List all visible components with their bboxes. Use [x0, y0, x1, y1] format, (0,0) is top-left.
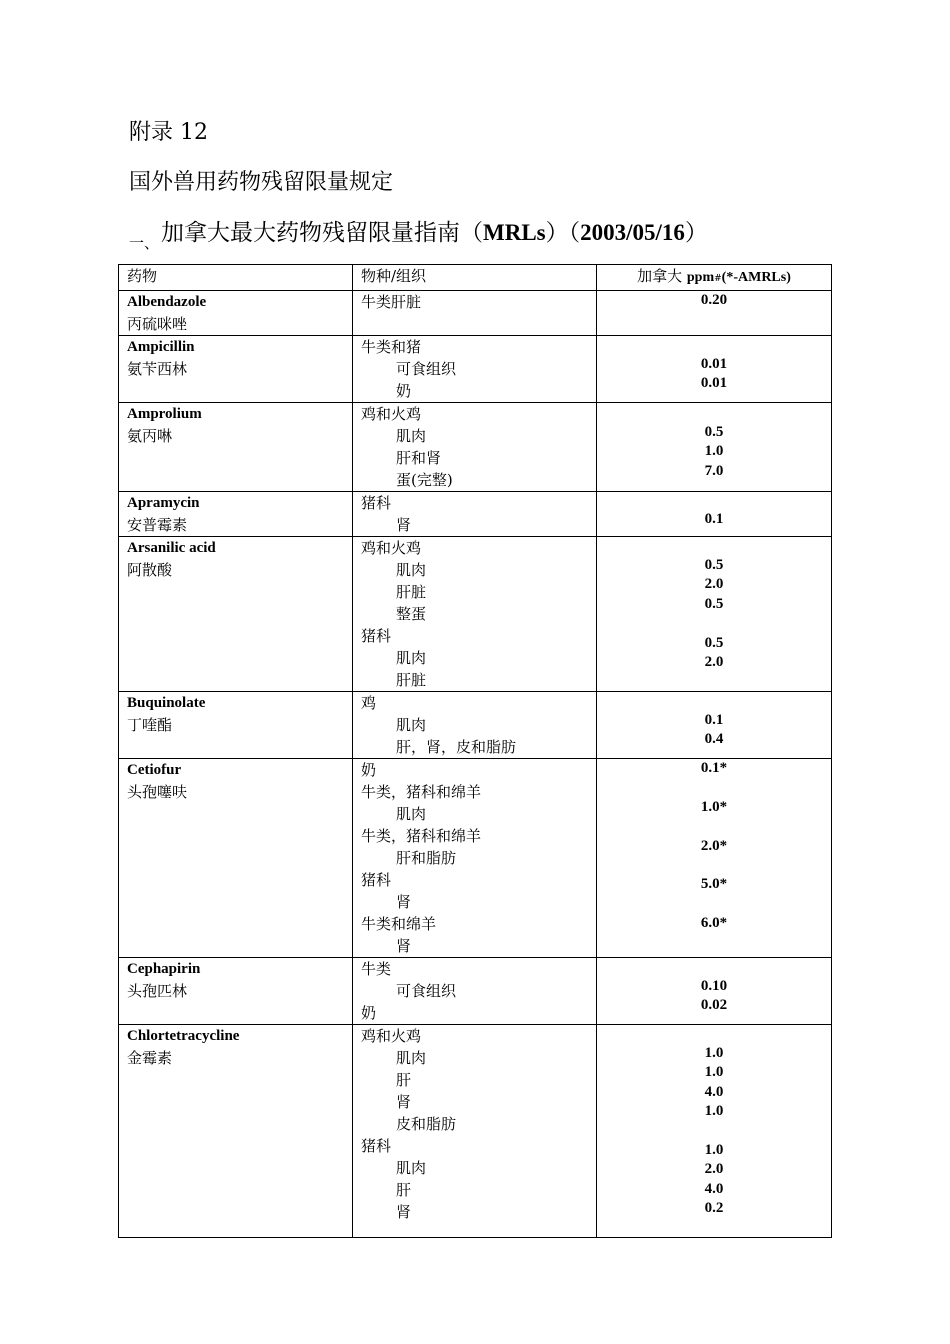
- tissue-label: 肌肉: [396, 716, 427, 734]
- limit-value: 0.2: [704, 1200, 724, 1217]
- species-label: 牛类，猪科和绵羊: [361, 783, 482, 801]
- species-cell: [353, 291, 597, 336]
- limit-value: 2.0: [704, 576, 724, 593]
- species-cell: [353, 492, 597, 537]
- section-title-pre: 加拿大最大药物残留限量指南（: [161, 220, 484, 246]
- drug-name-zh: 金霉素: [127, 1049, 173, 1067]
- tissue-label: 肝: [396, 1071, 412, 1089]
- limit-value: [605, 856, 823, 875]
- limit-value: 0.5: [704, 595, 724, 612]
- drug-name-zh: 氨丙啉: [127, 427, 173, 445]
- limit-value: 0.01: [700, 356, 728, 372]
- limit-value: 2.0: [704, 653, 724, 670]
- section-title-mid: ）（: [545, 220, 581, 246]
- header-limit-unit: ppm: [686, 270, 715, 285]
- drug-name-en: Ampicillin: [127, 339, 195, 355]
- section-title-date: 2003/05/16: [580, 220, 685, 245]
- tissue-label: 肌肉: [396, 427, 427, 445]
- limit-cell: [597, 492, 832, 537]
- tissue-label: 整蛋: [396, 605, 427, 623]
- limit-cell: [597, 403, 832, 492]
- drug-cell: [119, 537, 353, 692]
- tissue-label: 蛋(完整): [396, 471, 453, 489]
- drug-cell: [119, 692, 353, 759]
- table-row: [119, 291, 832, 336]
- species-cell: [353, 403, 597, 492]
- limit-cell: [597, 336, 832, 403]
- limit-value: [605, 1122, 823, 1141]
- drug-cell: [119, 291, 353, 336]
- limit-value: 0.5: [704, 634, 724, 651]
- header-limit-mark: #: [714, 274, 722, 284]
- limit-value: 1.0: [704, 1141, 724, 1158]
- drug-name-zh: 安普霉素: [127, 516, 188, 534]
- species-cell: [353, 759, 597, 958]
- table-row: [119, 1025, 832, 1238]
- species-label: 奶: [361, 761, 377, 779]
- species-cell: [353, 537, 597, 692]
- tissue-label: 肌肉: [396, 561, 427, 579]
- tissue-label: 肌肉: [396, 1049, 427, 1067]
- species-cell: [353, 958, 597, 1025]
- drug-name-zh: 丙硫咪唑: [127, 315, 188, 333]
- drug-name-zh: 头孢匹林: [127, 982, 188, 1000]
- species-label: 牛类: [361, 960, 392, 978]
- tissue-label: 肾: [396, 1093, 412, 1111]
- header-limit-prefix: 加拿大: [637, 267, 687, 285]
- limit-value: 0.1: [704, 712, 724, 728]
- tissue-label: 皮和脂肪: [396, 1115, 457, 1133]
- limit-value: 1.0*: [700, 798, 728, 815]
- limit-value: 1.0: [704, 1103, 724, 1120]
- tissue-label: 肝脏: [396, 671, 427, 689]
- table-row: [119, 492, 832, 537]
- limit-value: 7.0: [704, 462, 724, 479]
- limit-cell: [597, 291, 832, 336]
- tissue-label: 肌肉: [396, 649, 427, 667]
- species-label: 猪科: [361, 1137, 392, 1155]
- limit-value: 1.0: [704, 443, 724, 460]
- limit-value: 0.1*: [700, 760, 728, 776]
- limit-value: 6.0*: [700, 915, 728, 932]
- tissue-label: 肝和肾: [396, 449, 442, 467]
- limit-cell: [597, 958, 832, 1025]
- drug-name-en: Albendazole: [127, 294, 207, 310]
- section-title-post: ）: [684, 220, 708, 246]
- limit-value: 2.0*: [700, 837, 728, 854]
- tissue-label: 肝和脂肪: [396, 849, 457, 867]
- species-label: 鸡和火鸡: [361, 405, 422, 423]
- drug-name-zh: 氨苄西林: [127, 360, 188, 378]
- table-row: [119, 537, 832, 692]
- drug-name-en: Chlortetracycline: [127, 1028, 240, 1044]
- mrl-table-body: [119, 265, 832, 1238]
- drug-cell: [119, 1025, 353, 1238]
- species-label: 猪科: [361, 494, 392, 512]
- tissue-label: 奶: [396, 382, 412, 400]
- limit-value: 1.0: [704, 1064, 724, 1081]
- tissue-label: 肾: [396, 1203, 412, 1221]
- species-label: 奶: [361, 1004, 377, 1022]
- table-row: [119, 958, 832, 1025]
- tissue-label: 肝: [396, 1181, 412, 1199]
- drug-name-zh: 阿散酸: [127, 561, 173, 579]
- limit-cell: [597, 692, 832, 759]
- limit-value: 5.0*: [700, 876, 728, 893]
- drug-name-en: Cetiofur: [127, 762, 182, 778]
- species-label: 鸡和火鸡: [361, 539, 422, 557]
- tissue-label: 肝脏: [396, 583, 427, 601]
- limit-value: 1.0: [704, 1045, 724, 1061]
- header-limit-suffix: (*-AMRLs): [721, 270, 791, 285]
- species-label: 鸡和火鸡: [361, 1027, 422, 1045]
- drug-cell: [119, 492, 353, 537]
- section-title: [129, 219, 708, 252]
- limit-value: 0.20: [700, 292, 728, 308]
- limit-value: 0.1: [704, 511, 724, 527]
- appendix-label: 附录 12: [129, 120, 208, 145]
- species-cell: [353, 692, 597, 759]
- table-row: [119, 403, 832, 492]
- tissue-label: 肌肉: [396, 805, 427, 823]
- species-cell: [353, 1025, 597, 1238]
- limit-value: 0.01: [700, 375, 728, 392]
- limit-value: 0.5: [704, 424, 724, 440]
- tissue-label: 肝，肾，皮和脂肪: [396, 738, 517, 756]
- limit-value: [605, 895, 823, 914]
- species-label: 牛类和绵羊: [361, 915, 437, 933]
- drug-cell: [119, 958, 353, 1025]
- section-title-abbr: MRLs: [483, 220, 546, 245]
- species-label: 牛类肝脏: [361, 293, 422, 311]
- limit-value: 4.0: [704, 1180, 724, 1197]
- limit-cell: [597, 1025, 832, 1238]
- header-drug: 药物: [119, 265, 353, 291]
- tissue-label: 可食组织: [396, 360, 457, 378]
- table-row: [119, 759, 832, 958]
- drug-cell: [119, 759, 353, 958]
- drug-name-en: Arsanilic acid: [127, 540, 216, 556]
- header-limit: [597, 265, 832, 291]
- limit-cell: [597, 537, 832, 692]
- drug-name-en: Buquinolate: [127, 695, 206, 711]
- header-species: 物种/组织: [353, 265, 597, 291]
- species-label: 鸡: [361, 694, 377, 712]
- species-label: 猪科: [361, 627, 392, 645]
- tissue-label: 肌肉: [396, 1159, 427, 1177]
- limit-value: 0.4: [704, 731, 724, 748]
- mrl-table: [118, 264, 832, 1238]
- document-title: 国外兽用药物残留限量规定: [129, 170, 394, 195]
- table-header-row: [119, 265, 832, 291]
- table-row: [119, 692, 832, 759]
- drug-name-en: Apramycin: [127, 495, 200, 511]
- limit-value: 0.10: [700, 978, 728, 994]
- limit-value: 0.02: [700, 997, 728, 1014]
- limit-value: [605, 817, 823, 836]
- tissue-label: 肾: [396, 516, 412, 534]
- drug-name-zh: 丁喹酯: [127, 716, 173, 734]
- drug-cell: [119, 336, 353, 403]
- drug-cell: [119, 403, 353, 492]
- table-row: [119, 336, 832, 403]
- limit-value: 2.0: [704, 1161, 724, 1178]
- drug-name-en: Cephapirin: [127, 961, 201, 977]
- section-number: 一、: [129, 234, 160, 252]
- tissue-label: 肾: [396, 937, 412, 955]
- drug-name-zh: 头孢噻呋: [127, 783, 188, 801]
- species-label: 牛类和猪: [361, 338, 422, 356]
- limit-value: 4.0: [704, 1083, 724, 1100]
- tissue-label: 可食组织: [396, 982, 457, 1000]
- limit-value: [605, 614, 823, 633]
- limit-value: 0.5: [704, 557, 724, 573]
- tissue-label: 肾: [396, 893, 412, 911]
- limit-value: [605, 778, 823, 797]
- limit-cell: [597, 759, 832, 958]
- species-cell: [353, 336, 597, 403]
- species-label: 猪科: [361, 871, 392, 889]
- species-label: 牛类，猪科和绵羊: [361, 827, 482, 845]
- drug-name-en: Amprolium: [127, 406, 202, 422]
